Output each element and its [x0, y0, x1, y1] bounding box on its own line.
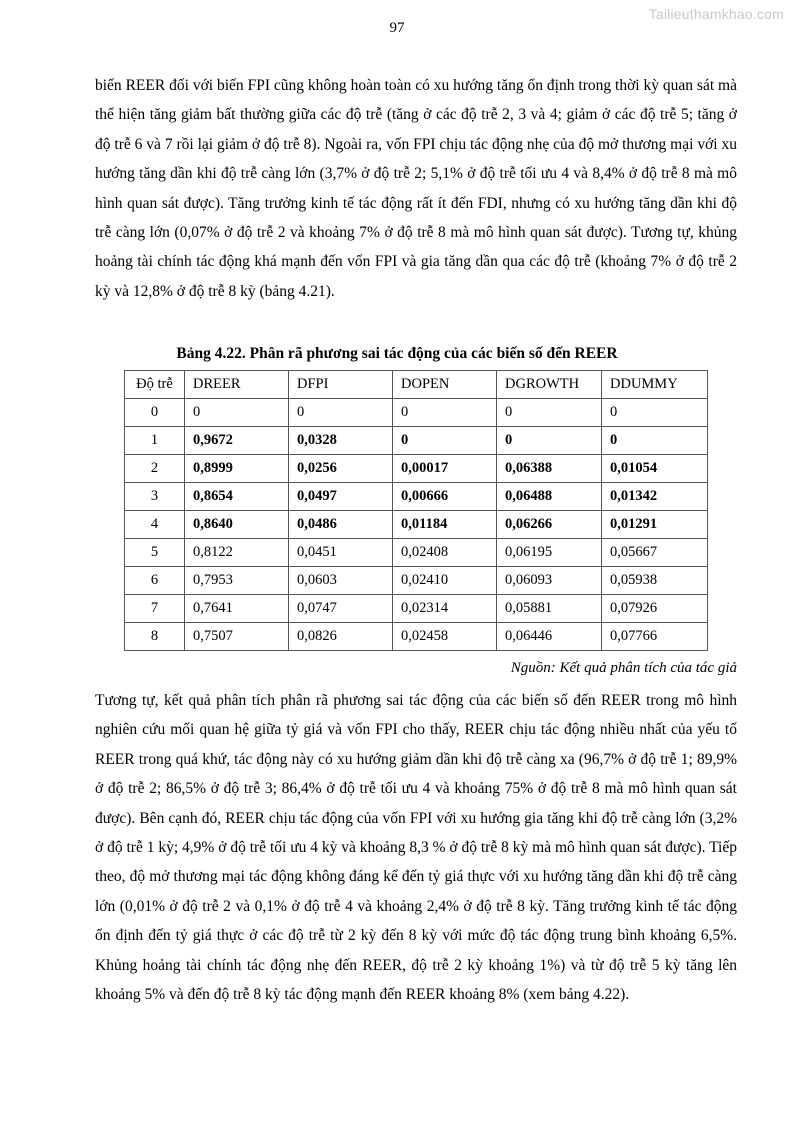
table-row	[125, 539, 708, 567]
watermark: Tailieuthamkhao.com	[648, 6, 784, 22]
page-number: 97	[389, 20, 405, 36]
header-dreer: DREER	[185, 371, 289, 399]
table-row	[125, 455, 708, 483]
cell-dreer: 0,8999	[185, 455, 289, 483]
cell-dfpi: 0,0826	[289, 623, 393, 651]
cell-lag: 3	[125, 483, 185, 511]
cell-dopen: 0	[393, 427, 497, 455]
cell-dgrowth: 0,05881	[497, 595, 602, 623]
table-row	[125, 623, 708, 651]
table-row	[125, 427, 708, 455]
cell-ddummy: 0,07766	[602, 623, 708, 651]
table-caption: Bảng 4.22. Phân rã phương sai tác động của các biến số đến REER	[176, 345, 618, 362]
cell-dfpi: 0,0256	[289, 455, 393, 483]
table-row	[125, 399, 708, 427]
cell-dgrowth: 0,06388	[497, 455, 602, 483]
cell-ddummy: 0	[602, 427, 708, 455]
cell-dfpi: 0,0486	[289, 511, 393, 539]
cell-ddummy: 0	[602, 399, 708, 427]
cell-dopen: 0,02314	[393, 595, 497, 623]
cell-dreer: 0,8640	[185, 511, 289, 539]
cell-dfpi: 0,0451	[289, 539, 393, 567]
cell-dgrowth: 0,06195	[497, 539, 602, 567]
cell-dopen: 0,02458	[393, 623, 497, 651]
table-row	[125, 511, 708, 539]
cell-ddummy: 0,01054	[602, 455, 708, 483]
paragraph-1: biến REER đối với biến FPI cũng không hoàn toàn có xu hướng tăng ổn định trong thời kỳ quan sát mà thể hiện tăng giảm bất thường giữa các độ trễ (tăng ở các độ trễ 2, 3 và 4; giảm ở các độ trễ 5; tăng ở độ trễ 6 và 7 rồi lại giảm ở độ trễ 8). Ngoài ra, vốn FPI chịu tác động nhẹ của độ mở thương mại với xu hướng tăng dần khi độ trễ càng lớn (3,7% ở độ trễ 2; 5,1% ở độ trễ tối ưu 4 và 8,4% ở độ trễ 8 mà mô hình quan sát được). Tăng trưởng kinh tế tác động rất ít đến FDI, nhưng có xu hướng tăng dần khi độ trễ càng lớn (0,07% ở độ trễ 2 và khoảng 7% ở độ trễ 8 mà mô hình quan sát được). Tương tự, khủng hoảng tài chính tác động khá mạnh đến vốn FPI và gia tăng dần qua các độ trễ (khoảng 7% ở độ trễ 2 kỳ và 12,8% ở độ trễ 8 kỳ (bảng 4.21).	[95, 77, 737, 300]
table-row	[125, 567, 708, 595]
table-row	[125, 595, 708, 623]
cell-lag: 0	[125, 399, 185, 427]
cell-dopen: 0,02410	[393, 567, 497, 595]
header-dfpi: DFPI	[289, 371, 393, 399]
cell-dfpi: 0,0497	[289, 483, 393, 511]
cell-dgrowth: 0,06446	[497, 623, 602, 651]
header-dopen: DOPEN	[393, 371, 497, 399]
cell-dreer: 0,9672	[185, 427, 289, 455]
cell-dreer: 0	[185, 399, 289, 427]
cell-lag: 8	[125, 623, 185, 651]
cell-dgrowth: 0,06093	[497, 567, 602, 595]
cell-lag: 6	[125, 567, 185, 595]
cell-lag: 7	[125, 595, 185, 623]
cell-dfpi: 0,0603	[289, 567, 393, 595]
table-header-row	[125, 371, 708, 399]
cell-dfpi: 0,0328	[289, 427, 393, 455]
paragraph-2: Tương tự, kết quả phân tích phân rã phương sai tác động của các biến số đến REER trong mô hình nghiên cứu mối quan hệ giữa tỷ giá và vốn FPI cho thấy, REER chịu tác động nhiều nhất của yếu tố REER trong quá khứ, tác động này có xu hướng giảm dần khi độ trễ càng xa (96,7% ở độ trễ 1; 89,9% ở độ trễ 2; 86,5% ở độ trễ 3; 86,4% ở độ trễ tối ưu 4 và khoảng 75% ở độ trễ 8 mà mô hình quan sát được). Bên cạnh đó, REER chịu tác động của vốn FPI với xu hướng gia tăng khi độ trễ càng lớn (3,2% ở độ trễ 1 kỳ; 4,9% ở độ trễ tối ưu 4 kỳ và khoảng 8,3 % ở độ trễ 8 kỳ mà mô hình quan sát được). Tiếp theo, độ mở thương mại tác động không đáng kể đến tỷ giá thực với xu hướng tăng dần khi độ trễ càng lớn (0,01% ở độ trễ 2 và 0,1% ở độ trễ 4 và khoảng 2,4% ở độ trễ 8 kỳ. Tăng trưởng kinh tế tác động ổn định đến tỷ giá thực ở các độ trễ từ 2 kỳ đến 8 kỳ với mức độ tác động trung bình khoảng 6,5%. Khủng hoảng tài chính tác động nhẹ đến REER, độ trễ 2 kỳ khoảng 1%) và từ độ trễ 5 kỳ tăng lên khoảng 5% và đến độ trễ 8 kỳ tác động mạnh đến REER khoảng 8% (xem bảng 4.22).	[95, 692, 737, 1004]
cell-dreer: 0,7507	[185, 623, 289, 651]
cell-dfpi: 0	[289, 399, 393, 427]
cell-dreer: 0,8122	[185, 539, 289, 567]
cell-dgrowth: 0,06488	[497, 483, 602, 511]
header-dgrowth: DGROWTH	[497, 371, 602, 399]
cell-dreer: 0,7641	[185, 595, 289, 623]
cell-dreer: 0,8654	[185, 483, 289, 511]
cell-dopen: 0,02408	[393, 539, 497, 567]
cell-dopen: 0,01184	[393, 511, 497, 539]
table-source: Nguồn: Kết quả phân tích của tác giả	[510, 660, 737, 676]
cell-lag: 1	[125, 427, 185, 455]
cell-lag: 2	[125, 455, 185, 483]
cell-dgrowth: 0	[497, 427, 602, 455]
cell-ddummy: 0,01342	[602, 483, 708, 511]
cell-dopen: 0,00017	[393, 455, 497, 483]
variance-decomposition-table	[124, 370, 708, 651]
cell-dgrowth: 0,06266	[497, 511, 602, 539]
table-row	[125, 483, 708, 511]
cell-ddummy: 0,05938	[602, 567, 708, 595]
cell-lag: 5	[125, 539, 185, 567]
cell-dopen: 0	[393, 399, 497, 427]
cell-lag: 4	[125, 511, 185, 539]
cell-dopen: 0,00666	[393, 483, 497, 511]
cell-ddummy: 0,05667	[602, 539, 708, 567]
cell-dfpi: 0,0747	[289, 595, 393, 623]
header-ddummy: DDUMMY	[602, 371, 708, 399]
cell-dgrowth: 0	[497, 399, 602, 427]
cell-dreer: 0,7953	[185, 567, 289, 595]
cell-ddummy: 0,01291	[602, 511, 708, 539]
cell-ddummy: 0,07926	[602, 595, 708, 623]
header-lag: Độ trễ	[125, 371, 185, 399]
